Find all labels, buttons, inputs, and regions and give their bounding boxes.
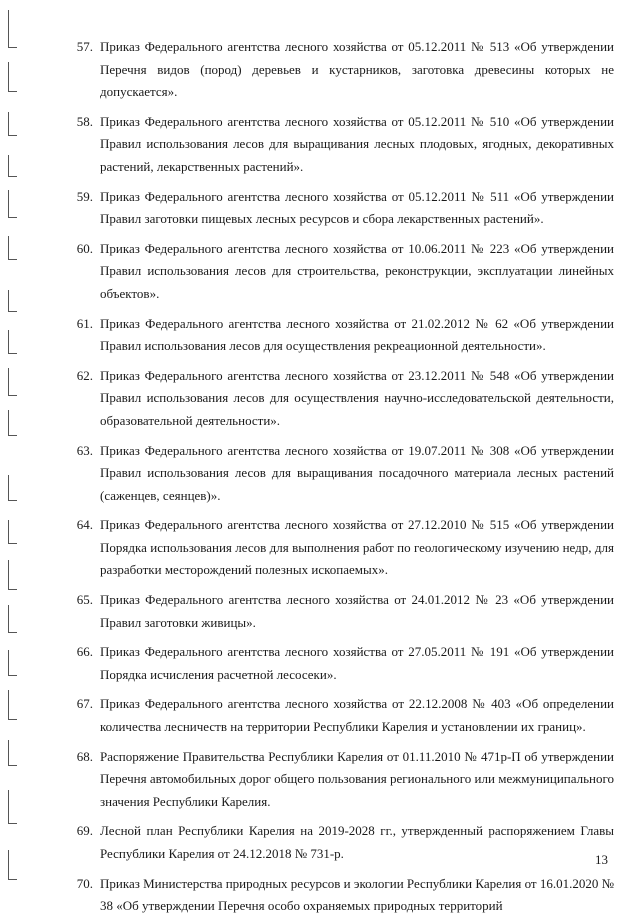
list-item-text: Приказ Федерального агентства лесного хозяйства от 10.06.2011 № 223 «Об утверждении Правил использования лесов для строительства, реконструкции, эксплуатации линейных объектов». (100, 240, 614, 301)
list-item (58, 641, 614, 686)
list-item-text: Приказ Федерального агентства лесного хозяйства от 05.12.2011 № 511 «Об утверждении Правил заготовки пищевых лесных ресурсов и сбора лекарственных растений». (100, 188, 614, 227)
margin-mark (8, 62, 19, 92)
list-item-number: 57. (76, 39, 93, 54)
list-item-number: 62. (76, 367, 93, 383)
margin-mark (8, 330, 19, 354)
list-item (58, 514, 614, 582)
margin-mark (8, 236, 19, 260)
list-item (58, 589, 614, 634)
list-item-text: Приказ Министерства природных ресурсов и экологии Республики Карелия от 16.01.2020 № 38 «Об утверждении Перечня особо охраняемых природных территорий (100, 875, 615, 914)
list-item-text: Приказ Федерального агентства лесного хозяйства от 05.12.2011 № 510 «Об утверждении Правил использования лесов для выращивания лесных плодовых, ягодных, декоративных растений, лекарственных растений». (100, 113, 614, 174)
list-item (58, 440, 614, 508)
list-item-number: 64. (76, 517, 93, 533)
reference-list (58, 36, 614, 918)
margin-crop-marks (8, 0, 20, 905)
list-item-number: 68. (76, 748, 93, 764)
margin-mark (8, 10, 19, 48)
list-item-number: 67. (76, 696, 93, 712)
margin-mark (8, 560, 19, 590)
margin-mark (8, 650, 19, 676)
list-item-text: Лесной план Республики Карелия на 2019-2028 гг., утвержденный распоряжением Главы Республики Карелия от 24.12.2018 № 731-р. (100, 823, 614, 861)
list-item-text: Приказ Федерального агентства лесного хозяйства от 19.07.2011 № 308 «Об утверждении Правил использования лесов для выращивания посадочного материала лесных растений (саженцев, сеянцев)». (100, 442, 614, 503)
list-item-number: 58. (76, 113, 93, 129)
list-item (58, 873, 614, 918)
list-item-number: 61. (76, 315, 93, 331)
list-item-number: 59. (76, 188, 93, 204)
list-item-number: 69. (76, 823, 93, 839)
list-item-number: 63. (76, 442, 93, 458)
list-item-text: Распоряжение Правительства Республики Карелия от 01.11.2010 № 471р-П об утверждении Перечня автомобильных дорог общего пользования регионального или межмуниципального значения Республики Карелия. (100, 748, 614, 809)
margin-mark (8, 475, 19, 501)
list-item-number: 65. (76, 592, 93, 608)
list-item-text: Приказ Федерального агентства лесного хозяйства от 23.12.2011 № 548 «Об утверждении Правил использования лесов для осуществления научно-исследовательской деятельности, образовательной деятельности». (100, 367, 614, 428)
margin-mark (8, 850, 19, 880)
margin-mark (8, 410, 19, 436)
margin-mark (8, 155, 19, 177)
list-item (58, 36, 614, 104)
margin-mark (8, 740, 19, 766)
margin-mark (8, 605, 19, 633)
margin-mark (8, 368, 19, 396)
margin-mark (8, 520, 19, 544)
list-item-text: Приказ Федерального агентства лесного хозяйства от 05.12.2011 № 513 «Об утверждении Перечня видов (пород) деревьев и кустарников, заготовка древесины которых не допускается». (100, 39, 614, 100)
list-item (58, 111, 614, 179)
margin-mark (8, 690, 19, 720)
list-item (58, 238, 614, 306)
list-item (58, 693, 614, 738)
margin-mark (8, 190, 19, 218)
list-item-text: Приказ Федерального агентства лесного хозяйства от 21.02.2012 № 62 «Об утверждении Правил использования лесов для осуществления рекреационной деятельности». (100, 315, 614, 354)
list-item (58, 313, 614, 358)
list-item-text: Приказ Федерального агентства лесного хозяйства от 24.01.2012 № 23 «Об утверждении Правил заготовки живицы». (100, 592, 614, 630)
list-item (58, 820, 614, 865)
page-number: 13 (595, 852, 608, 867)
list-item-text: Приказ Федерального агентства лесного хозяйства от 27.05.2011 № 191 «Об утверждении Порядка исчисления расчетной лесосеки». (100, 644, 614, 682)
list-item-number: 60. (76, 240, 93, 256)
margin-mark (8, 290, 19, 312)
list-item-text: Приказ Федерального агентства лесного хозяйства от 22.12.2008 № 403 «Об определении количества лесничеств на территории Республики Карелия и установлении их границ». (100, 696, 614, 735)
margin-mark (8, 112, 19, 136)
list-item-text: Приказ Федерального агентства лесного хозяйства от 27.12.2010 № 515 «Об утверждении Порядка использования лесов для выполнения работ по геологическому изучению недр, для разработки месторождений полезных ископаемых». (100, 517, 614, 578)
list-item (58, 186, 614, 231)
list-item (58, 746, 614, 814)
list-item (58, 365, 614, 433)
list-item-number: 66. (76, 644, 93, 660)
margin-mark (8, 790, 19, 824)
list-item-number: 70. (76, 875, 93, 891)
